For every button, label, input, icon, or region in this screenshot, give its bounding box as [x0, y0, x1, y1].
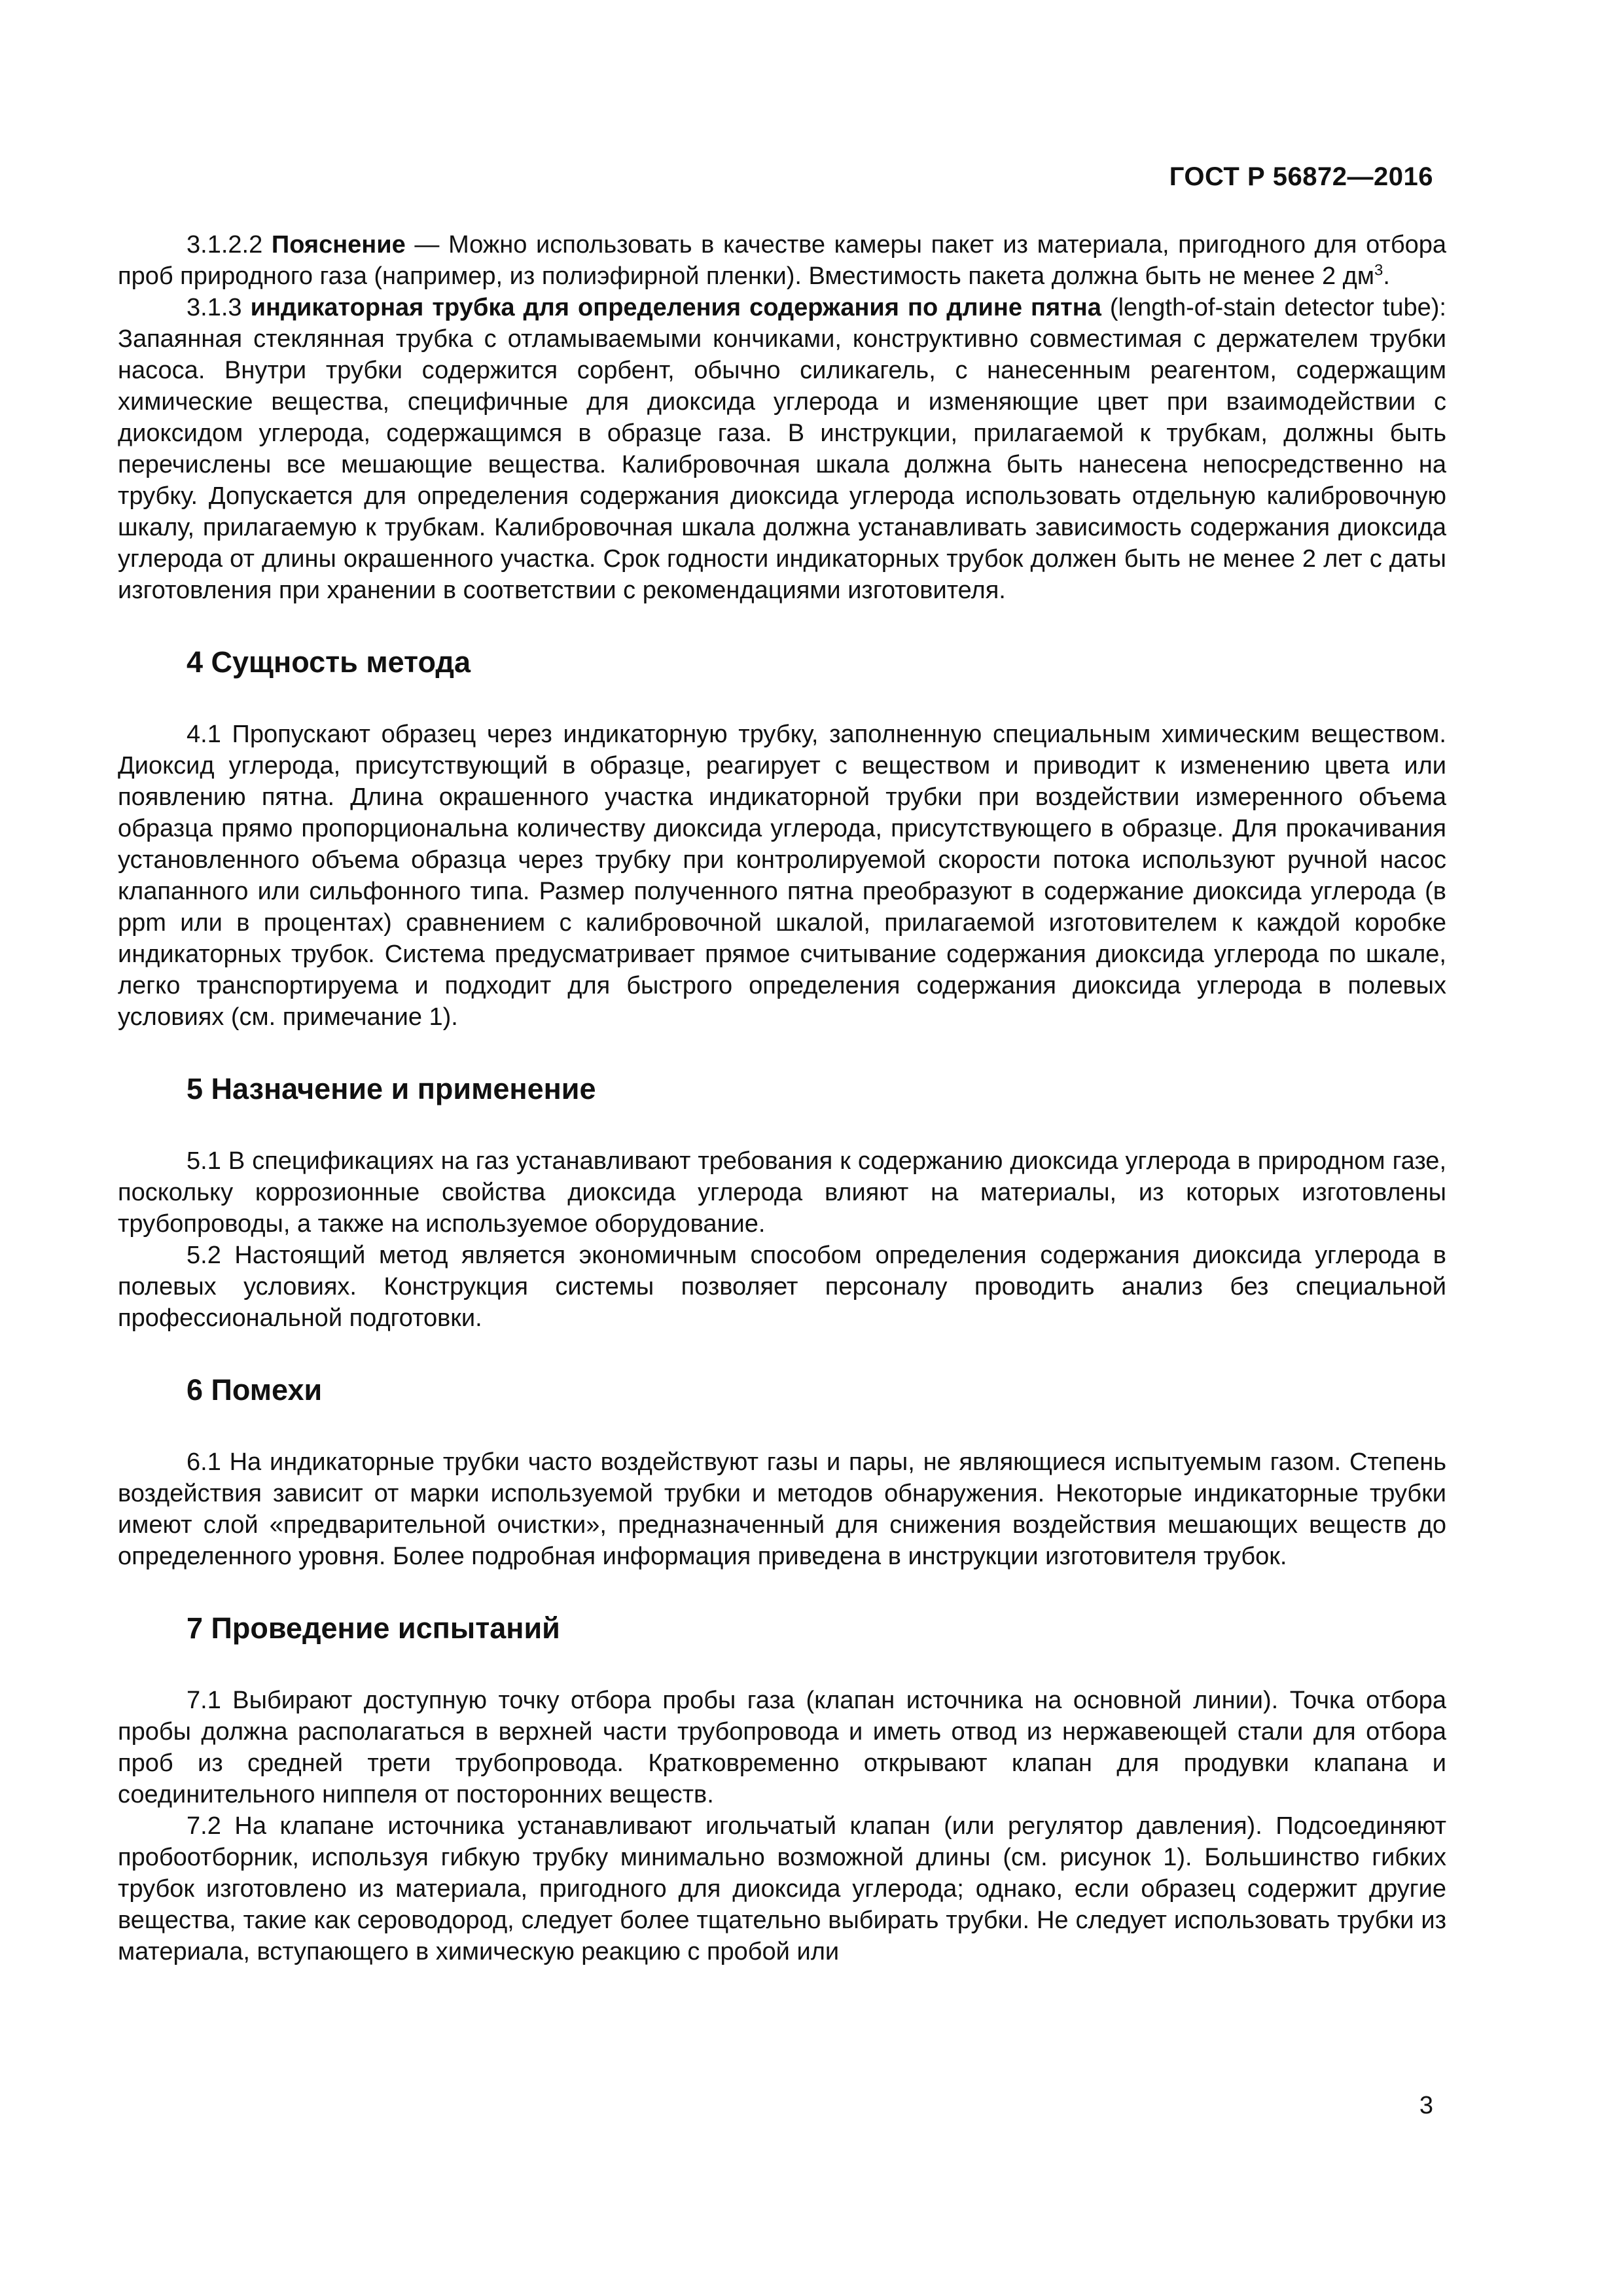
paragraph-3-1-2-2 [118, 229, 1446, 292]
paragraph-6-1: 6.1 На индикаторные трубки часто воздействуют газы и пары, не являющиеся испытуемым газом. Степень воздействия зависит от марки используемой трубки и методов обнаружения. Некоторые индикаторные трубки имеют слой «предварительной очистки», предназначенный для снижения воздействия мешающих веществ до определенного уровня. Более подробная информация приведена в инструкции изготовителя трубок. [118, 1448, 1446, 1570]
paragraph-text: — Можно использовать в качестве камеры пакет из материала, пригодного для отбора проб природного газа (например, из полиэфирной пленки). Вместимость пакета должна быть не менее 2 дм [118, 231, 1447, 290]
paragraph-3-1-3 [118, 292, 1446, 606]
paragraph-5-2: 5.2 Настоящий метод является экономичным способом определения содержания диоксида углерода в полевых условиях. Конструкция системы позволяет персоналу проводить анализ без специальной профессиональной подготовки. [118, 1242, 1446, 1332]
standard-code: ГОСТ Р 56872—2016 [1169, 162, 1433, 191]
paragraph-text: (length-of-stain detector tube): Запаянная стеклянная трубка с отламываемыми кончиками, конструктивно совместимая с держателем трубки насоса. Внутри трубки содержится сорбент, обычно силикагель, с нанесенным реагентом, содержащим химические вещества, специфичные для диоксида углерода и изменяющие цвет при взаимодействии с диоксидом углерода, содержащимся в образце газа. В инструкции, прилагаемой к трубкам, должны быть перечислены все мешающие вещества. Калибровочная шкала должна быть нанесена непосредственно на трубку. Допускается для определения содержания диоксида углерода использовать отдельную калибровочную шкалу, прилагаемую к трубкам. Калибровочная шкала должна устанавливать зависимость содержания диоксида углерода от длины окрашенного участка. Срок годности индикаторных трубок должен быть не менее 2 лет с даты изготовления при хранении в соответствии с рекомендациями изготовителя. [118, 294, 1446, 604]
section-6-heading: 6 Помехи [187, 1373, 323, 1407]
paragraph-5-1: 5.1 В спецификациях на газ устанавливают требования к содержанию диоксида углерода в природном газе, поскольку коррозионные свойства диоксида углерода влияют на материалы, из которых изготовлены трубопроводы, а также на используемое оборудование. [118, 1147, 1446, 1238]
section-5-heading: 5 Назначение и применение [187, 1072, 596, 1105]
term-title: индикаторная трубка для определения содержания по длине пятна [250, 294, 1101, 321]
paragraph-7-1: 7.1 Выбирают доступную точку отбора пробы газа (клапан источника на основной линии). Точка отбора пробы должна располагаться в верхней части трубопровода и иметь отвод из нержавеющей стали для отбора проб из средней трети трубопровода. Кратковременно открывают клапан для продувки клапана и соединительного ниппеля от посторонних веществ. [118, 1687, 1446, 1808]
term-title: Пояснение [271, 231, 406, 259]
page-number: 3 [1419, 2092, 1433, 2119]
paragraph-end: . [1383, 262, 1390, 290]
section-4-heading: 4 Сущность метода [187, 645, 471, 679]
clause-number: 3.1.3 [187, 294, 251, 321]
section-7-heading: 7 Проведение испытаний [187, 1611, 560, 1645]
paragraph-7-2: 7.2 На клапане источника устанавливают игольчатый клапан (или регулятор давления). Подсоединяют пробоотборник, используя гибкую трубку минимально возможной длины (см. рисунок 1). Большинство гибких трубок изготовлено из материала, пригодного для диоксида углерода; однако, если образец содержит другие вещества, такие как сероводород, следует более тщательно выбирать трубки. Не следует использовать трубки из материала, вступающего в химическую реакцию с пробой или [118, 1812, 1446, 1965]
document-body [118, 229, 1446, 1967]
superscript: 3 [1374, 261, 1383, 279]
paragraph-4-1: 4.1 Пропускают образец через индикаторную трубку, заполненную специальным химическим веществом. Диоксид углерода, присутствующий в образце, реагирует с веществом и приводит к изменению цвета или появлению пятна. Длина окрашенного участка индикаторной трубки при воздействии измеренного объема образца прямо пропорциональна количеству диоксида углерода, присутствующего в образце. Для прокачивания установленного объема образца через трубку при контролируемой скорости потока используют ручной насос клапанного или сильфонного типа. Размер полученного пятна преобразуют в содержание диоксида углерода (в ppm или в процентах) сравнением с калибровочной шкалой, прилагаемой изготовителем к каждой коробке индикаторных трубок. Система предусматривает прямое считывание содержания диоксида углерода по шкале, легко транспортируема и подходит для быстрого определения содержания диоксида углерода в полевых условиях (см. примечание 1). [118, 721, 1446, 1031]
clause-number: 3.1.2.2 [187, 231, 272, 259]
